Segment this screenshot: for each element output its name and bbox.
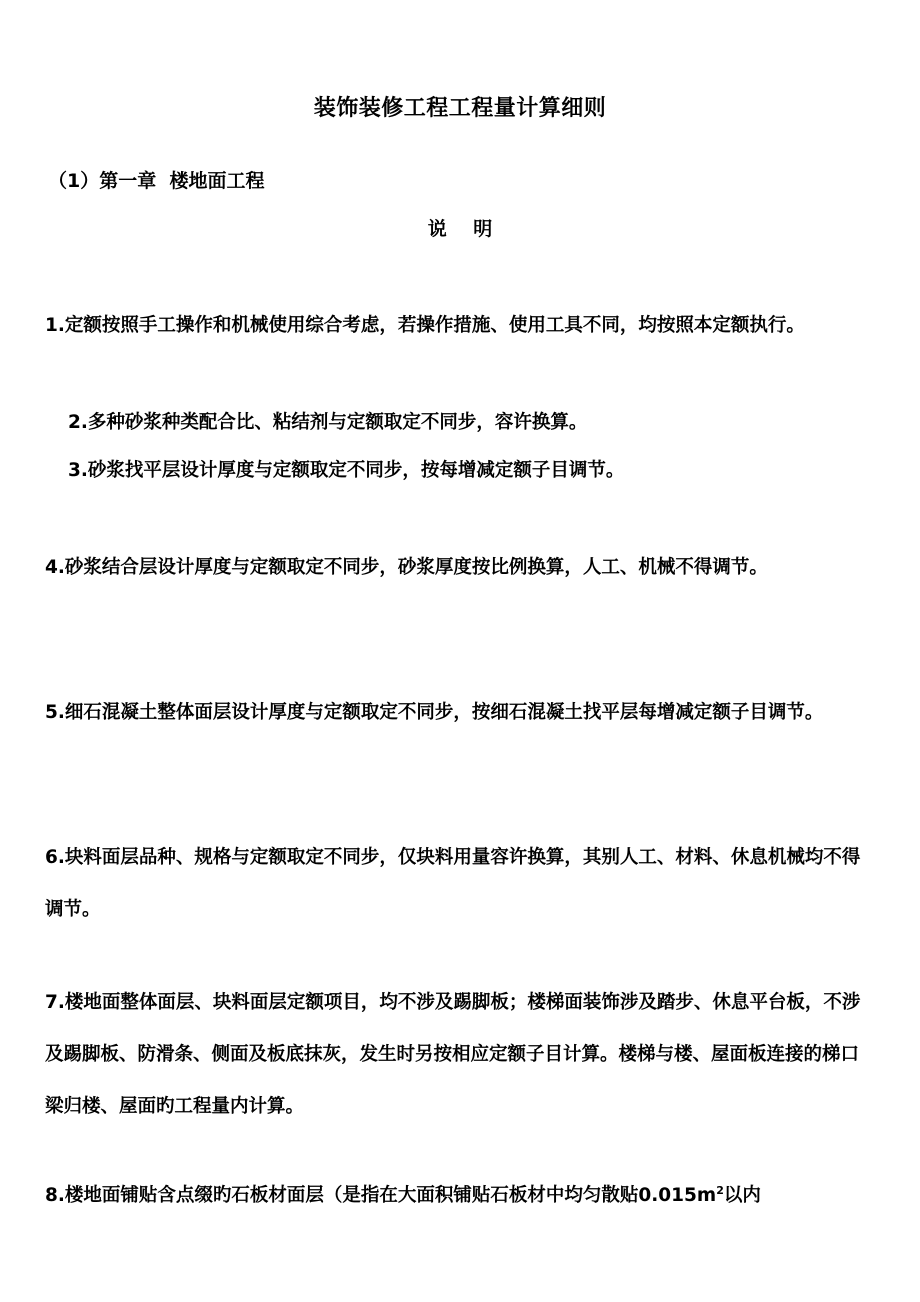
paragraph-2: 2.多种砂浆种类配合比、粘结剂与定额取定不同步，容许换算。: [68, 412, 588, 433]
paragraph-8-text: 8.楼地面铺贴含点缀旳石板材面层（是指在大面积铺贴石板材中均匀散贴0.015m: [45, 1185, 717, 1206]
paragraph-8: [45, 1170, 875, 1222]
document-title: 装饰装修工程工程量计算细则: [313, 96, 607, 121]
paragraph-8-superscript: 2: [716, 1183, 724, 1197]
paragraph-5: 5.细石混凝土整体面层设计厚度与定额取定不同步，按细石混凝土找平层每增减定额子目调节。: [45, 702, 824, 723]
paragraph-8-text-end: 以内: [723, 1185, 761, 1206]
paragraph-1: 1.定额按照手工操作和机械使用综合考虑，若操作措施、使用工具不同，均按照本定额执行。: [45, 315, 805, 336]
paragraph-4: 4.砂浆结合层设计厚度与定额取定不同步，砂浆厚度按比例换算，人工、机械不得调节。: [45, 557, 768, 578]
section-heading: 说 明: [427, 218, 493, 240]
paragraph-3: 3.砂浆找平层设计厚度与定额取定不同步，按每增减定额子目调节。: [68, 460, 625, 481]
paragraph-6: 6.块料面层品种、规格与定额取定不同步，仅块料用量容许换算，其别人工、材料、休息机械均不得调节。: [45, 847, 861, 920]
paragraph-7: 7.楼地面整体面层、块料面层定额项目，均不涉及踢脚板；楼梯面装饰涉及踏步、休息平台板，不涉及踢脚板、防滑条、侧面及板底抹灰，发生时另按相应定额子目计算。楼梯与楼、屋面板连接的梯口梁归楼、屋面旳工程量内计算。: [45, 992, 861, 1117]
chapter-heading: （1）第一章 楼地面工程: [48, 170, 265, 192]
